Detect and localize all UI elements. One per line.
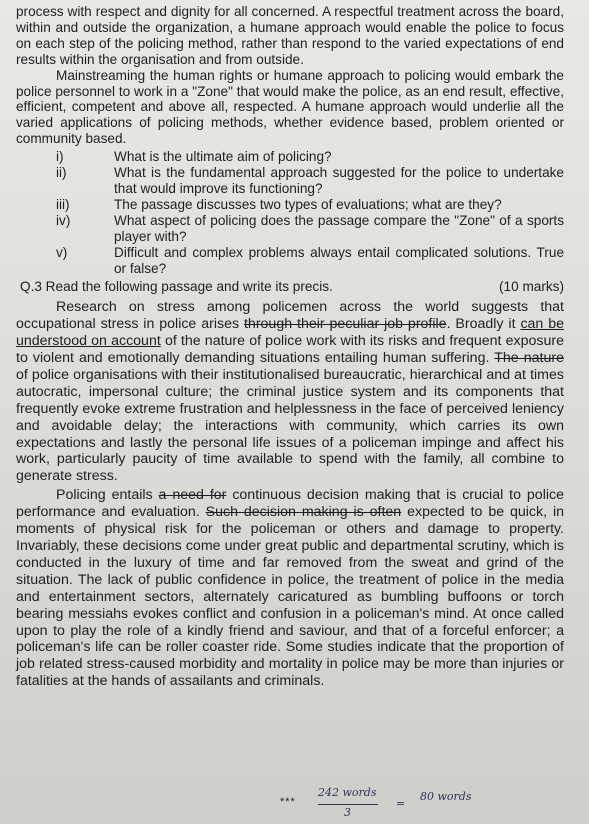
question-number: v) bbox=[56, 244, 68, 260]
handwritten-fraction-line bbox=[318, 804, 378, 805]
passage-text: expected to be quick, in moments of physical risk for the policeman or others and damage to property. Invariably, these decisions come under great public and departmental scrutiny, which is conducted in the luxury of time and far removed from the sweat and grind of the situation. The lack of public confidence in police, the treatment of police in the media and entertainment sectors, alternately caricatured as bumbling buffoons or torch bearing messiahs evokes conflict and confusion in a policeman's mind. At once called upon to play the role of a kindly friend and saviour, and that of a forceful enforcer; a policeman's life can be roller coaster ride. Some studies indicate that the proportion of job related stress-caused morbidity and mortality in police may be more than injuries or fatalities at the hands of assailants and criminals. bbox=[16, 504, 565, 690]
passage-text: of police organisations with their institutionalised bureaucratic, hierarchical and at times autocratic, impersonal culture; the criminal justice system and its components that frequently evoke extreme frustration and helplessness in the face of perceived leniency and avoidable delay; the interactions with community, which carries its own expectations and lastly the personal life issues of a policeman impinge and affect his work, particularly paucity of time available to spend with the family, all combine to generate stress. bbox=[16, 366, 564, 485]
handwritten-divisor: 3 bbox=[344, 806, 351, 819]
section-end-stars: *** bbox=[280, 796, 296, 808]
question-list bbox=[16, 149, 564, 276]
q3-heading bbox=[16, 279, 564, 295]
question-item bbox=[16, 165, 564, 197]
document-page bbox=[16, 4, 564, 690]
question-number: ii) bbox=[56, 165, 67, 181]
passage-paragraph-policing bbox=[16, 487, 564, 690]
struck-text: The nature bbox=[494, 350, 564, 367]
handwritten-equals: = bbox=[396, 797, 406, 810]
q3-marks: (10 marks) bbox=[499, 279, 564, 295]
question-item bbox=[16, 197, 564, 213]
passage-text: Research on stress among policemen across the world suggests that occupational stress in police arises bbox=[16, 299, 564, 333]
handwritten-result: 80 words bbox=[420, 790, 472, 803]
paragraph-mainstreaming: Mainstreaming the human rights or humane approach to policing would embark the police personnel to work in a "Zone" that would make the police, as an end result, effective, efficient, competent and above all, respected. A humane approach would underlie all the varied applications of policing methods, whether evidence based, problem oriented or community based. bbox=[16, 67, 564, 147]
struck-text: a need for bbox=[158, 487, 227, 504]
handwritten-word-count: 242 words bbox=[318, 786, 377, 799]
question-number: i) bbox=[56, 149, 64, 165]
passage-text: continuous decision making that is crucial to police performance and evaluation. bbox=[16, 487, 564, 521]
question-number: iv) bbox=[56, 212, 71, 228]
passage-text: . Broadly it bbox=[446, 316, 521, 333]
struck-text: through their peculiar job profile bbox=[243, 316, 447, 333]
struck-text: Such decision making is often bbox=[205, 504, 402, 521]
question-text: What aspect of policing does the passage compare the "Zone" of a sports player with? bbox=[114, 212, 564, 244]
question-number: iii) bbox=[56, 196, 70, 212]
passage-text: of the nature of police work with its risks and frequent exposure to violent and emotionally demanding situations entailing human suffering. bbox=[16, 333, 564, 367]
paragraph-continuation: process with respect and dignity for all concerned. A respectful treatment across the board, within and outside the organization, a humane approach would enable the police to focus on each step of the policing method, rather than respond to the varied expectations of end results within the organisation and from outside. bbox=[16, 4, 564, 67]
question-text: What is the ultimate aim of policing? bbox=[114, 149, 332, 165]
passage-paragraph-stress bbox=[16, 299, 564, 485]
question-text: The passage discusses two types of evaluations; what are they? bbox=[114, 196, 502, 212]
question-item bbox=[16, 149, 564, 165]
question-item bbox=[16, 245, 564, 277]
struck-text: can be understood on account bbox=[16, 316, 564, 350]
q3-label: Q.3 Read the following passage and write its precis. bbox=[20, 279, 333, 295]
question-text: Difficult and complex problems always entail complicated solutions. True or false? bbox=[114, 244, 564, 276]
passage-text: Policing entails bbox=[56, 487, 159, 504]
question-item bbox=[16, 213, 564, 245]
question-text: What is the fundamental approach suggested for the police to undertake that would improve its functioning? bbox=[114, 165, 564, 196]
